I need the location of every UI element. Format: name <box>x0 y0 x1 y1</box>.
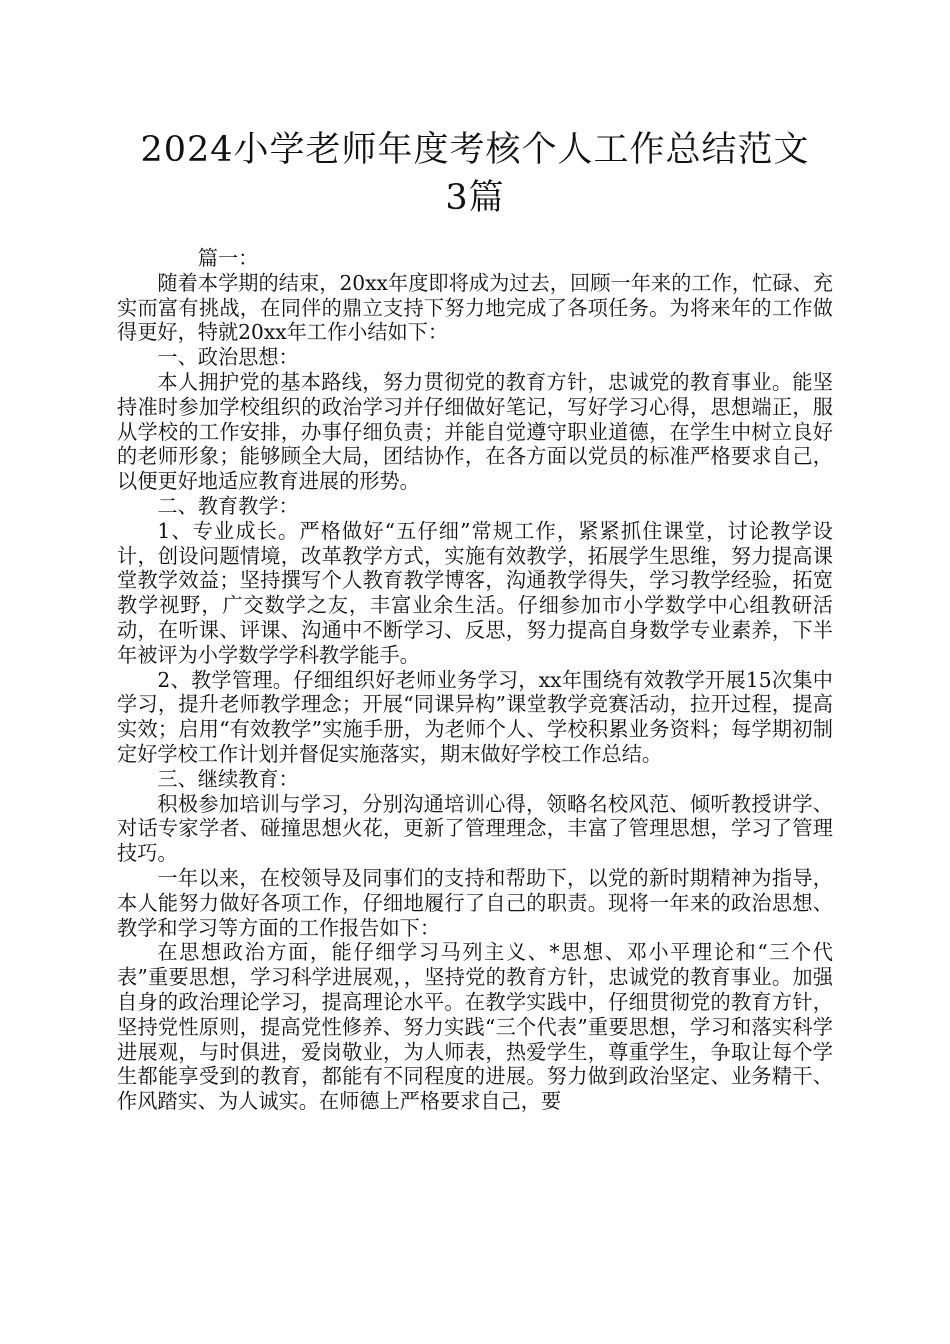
document-body <box>117 246 833 1114</box>
paragraph-ideological-political: 在思想政治方面，能仔细学习马列主义、*思想、邓小平理论和“三个代表”重要思想，学习科学进展观，，坚持党的教育方针，忠诚党的教育事业。加强自身的政治理论学习，提高理论水平。在教学实践中，仔细贯彻党的教育方针，坚持党性原则，提高党性修养、努力实践“三个代表”重要思想，学习和落实科学进展观，与时俱进，爱岗敬业，为人师表，热爱学生，尊重学生，争取让每个学生都能享受到的教育，都能有不同程度的进展。努力做到政治坚定、业务精干、作风踏实、为人诚实。在师德上严格要求自己，要 <box>117 940 833 1114</box>
paragraph-professional-growth: 1、专业成长。严格做好“五仔细”常规工作，紧紧抓住课堂，讨论教学设计，创设问题情境，改革教学方式，实施有效教学，拓展学生思维，努力提高课堂教学效益；坚持撰写个人教育教学博客，沟通教学得失，学习教学经验，拓宽教学视野，广交数学之友，丰富业余生活。仔细参加市小学数学中心组教研活动，在听课、评课、沟通中不断学习、反思，努力提高自身数学专业素养，下半年被评为小学数学学科教学能手。 <box>117 518 833 667</box>
paragraph-political-thought: 本人拥护党的基本路线，努力贯彻党的教育方针，忠诚党的教育事业。能坚持准时参加学校组织的政治学习并仔细做好笔记，写好学习心得，思想端正，服从学校的工作安排，办事仔细负责；并能自觉遵守职业道德，在学生中树立良好的老师形象；能够顾全大局，团结协作，在各方面以党员的标准严格要求自己，以便更好地适应教育进展的形势。 <box>117 369 833 494</box>
intro-paragraph: 随着本学期的结束，20xx年度即将成为过去，回顾一年来的工作，忙碌、充实而富有挑战，在同伴的鼎立支持下努力地完成了各项任务。为将来年的工作做得更好，特就20xx年工作小结如下： <box>117 270 833 345</box>
document-title <box>110 126 840 222</box>
paragraph-teaching-management: 2、教学管理。仔细组织好老师业务学习，xx年围绕有效教学开展15次集中学习，提升老师教学理念；开展“同课异构”课堂教学竞赛活动，拉开过程，提高实效；启用“有效教学”实施手册，为老师个人、学校积累业务资料；每学期初制定好学校工作计划并督促实施落实，期末做好学校工作总结。 <box>117 667 833 766</box>
heading-continuing-education: 三、继续教育： <box>157 766 299 791</box>
section-label-part-one: 篇一： <box>197 246 259 270</box>
title-line-2: 3篇 <box>445 178 505 218</box>
paragraph-year-summary: 一年以来，在校领导及同事们的支持和帮助下，以党的新时期精神为指导，本人能努力做好各项工作，仔细地履行了自己的职责。现将一年来的政治思想、教学和学习等方面的工作报告如下： <box>117 865 833 940</box>
paragraph-continuing-education: 积极参加培训与学习，分别沟通培训心得，领略名校风范、倾听教授讲学、对话专家学者、碰撞思想火花，更新了管理理念，丰富了管理思想，学习了管理技巧。 <box>117 791 833 866</box>
title-line-1: 2024小学老师年度考核个人工作总结范文 <box>140 130 810 170</box>
heading-political-thought: 一、政治思想： <box>157 345 299 370</box>
heading-education-teaching: 二、教育教学： <box>157 493 299 518</box>
